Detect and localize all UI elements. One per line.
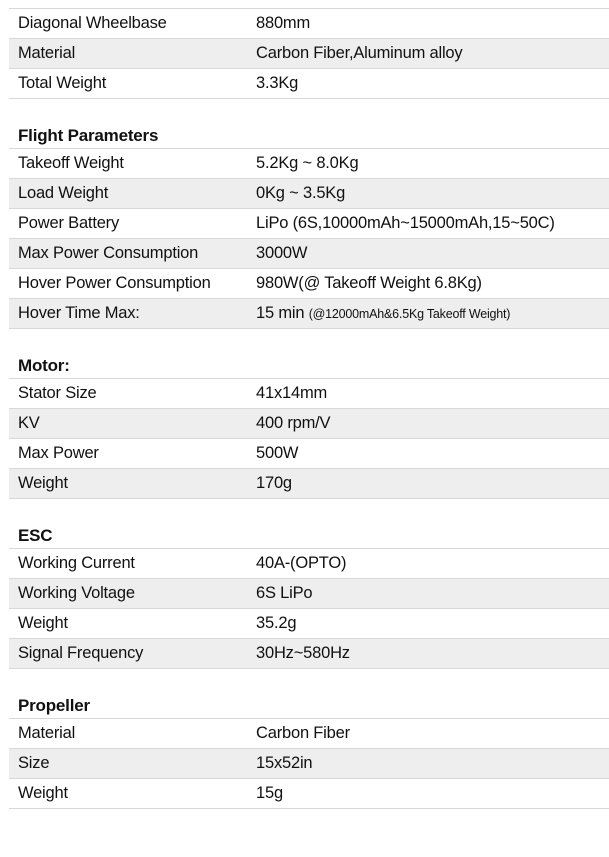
spec-row (9, 778, 609, 809)
spec-value: 41x14mm (256, 384, 328, 402)
spec-label: Hover Time Max: (18, 304, 140, 322)
spec-label: Material (18, 44, 76, 62)
spec-label: Load Weight (18, 184, 109, 202)
spec-label: Hover Power Consumption (18, 274, 211, 292)
spec-value: LiPo (6S,10000mAh~15000mAh,15~50C) (256, 214, 555, 232)
section-title: ESC (18, 526, 53, 545)
esc-rows (9, 548, 609, 669)
spec-label: Signal Frequency (18, 644, 144, 662)
spec-row (9, 608, 609, 638)
spec-row (9, 68, 609, 99)
section-title: Motor: (18, 356, 70, 375)
spec-label: Max Power (18, 444, 99, 462)
section-propeller (9, 693, 609, 809)
spec-value: 40A-(OPTO) (256, 554, 347, 572)
section-esc (9, 523, 609, 669)
spec-label: Diagonal Wheelbase (18, 14, 167, 32)
spec-label: Working Voltage (18, 584, 135, 602)
spec-value: 5.2Kg ~ 8.0Kg (256, 154, 359, 172)
section-flight-parameters (9, 123, 609, 329)
spec-row (9, 378, 609, 408)
frame-rows (9, 8, 609, 99)
spec-row (9, 38, 609, 68)
spec-value: 15x52in (256, 754, 313, 772)
spec-value-main: 15 min (256, 304, 305, 322)
spec-row (9, 548, 609, 578)
spec-row (9, 748, 609, 778)
spec-value: 3.3Kg (256, 74, 299, 92)
spec-value (256, 304, 609, 323)
flight-parameters-rows (9, 148, 609, 329)
spec-row (9, 298, 609, 329)
spec-value: 6S LiPo (256, 584, 313, 602)
spec-row (9, 148, 609, 178)
spec-value: 400 rpm/V (256, 414, 331, 432)
spec-value: 170g (256, 474, 292, 492)
propeller-rows (9, 718, 609, 809)
spec-row (9, 178, 609, 208)
spec-row (9, 238, 609, 268)
spec-row (9, 578, 609, 608)
spec-label: Weight (18, 614, 68, 632)
motor-rows (9, 378, 609, 499)
spec-row (9, 638, 609, 669)
spec-label: Max Power Consumption (18, 244, 199, 262)
spec-value-note: (@12000mAh&6.5Kg Takeoff Weight) (308, 307, 511, 321)
spec-value: 30Hz~580Hz (256, 644, 350, 662)
spec-row (9, 208, 609, 238)
spec-label: Total Weight (18, 74, 107, 92)
spec-label: KV (18, 414, 40, 432)
spec-sheet (9, 8, 609, 809)
spec-row (9, 268, 609, 298)
section-title: Flight Parameters (18, 126, 159, 145)
spec-row (9, 468, 609, 499)
spec-value: Carbon Fiber,Aluminum alloy (256, 44, 463, 62)
spec-label: Working Current (18, 554, 135, 572)
section-motor (9, 353, 609, 499)
spec-label: Weight (18, 474, 68, 492)
spec-value: 0Kg ~ 3.5Kg (256, 184, 346, 202)
spec-value: 980W(@ Takeoff Weight 6.8Kg) (256, 274, 482, 292)
spec-label: Material (18, 724, 76, 742)
section-title: Propeller (18, 696, 90, 715)
spec-value: 880mm (256, 14, 311, 32)
spec-label: Takeoff Weight (18, 154, 124, 172)
spec-value: 35.2g (256, 614, 297, 632)
spec-value: Carbon Fiber (256, 724, 350, 742)
section-frame (9, 8, 609, 99)
spec-value: 3000W (256, 244, 308, 262)
spec-label: Power Battery (18, 214, 120, 232)
spec-label: Weight (18, 784, 68, 802)
spec-label: Stator Size (18, 384, 97, 402)
spec-row (9, 718, 609, 748)
spec-value: 500W (256, 444, 299, 462)
spec-value: 15g (256, 784, 283, 802)
spec-row (9, 438, 609, 468)
spec-row (9, 8, 609, 38)
spec-label: Size (18, 754, 50, 772)
spec-row (9, 408, 609, 438)
